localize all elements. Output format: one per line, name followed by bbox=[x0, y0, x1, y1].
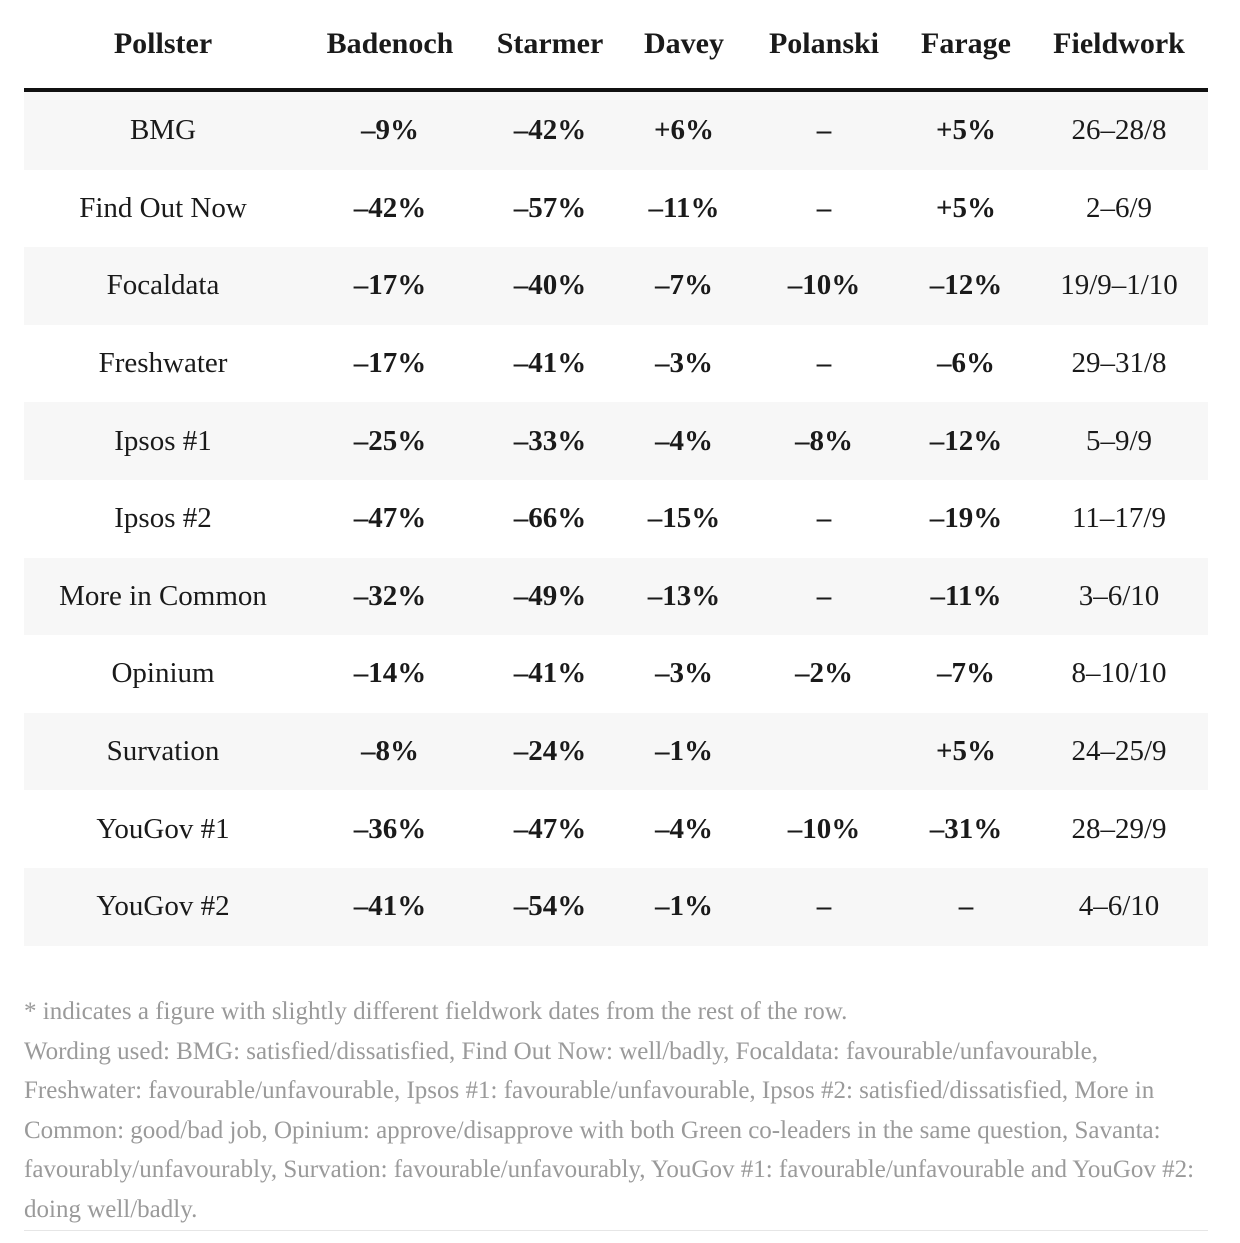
cell-starmer: –41% bbox=[513, 347, 587, 380]
header-starmer: Starmer bbox=[478, 0, 622, 90]
header-pollster: Pollster bbox=[24, 0, 302, 90]
cell-fieldwork: 19/9–1/10 bbox=[1030, 247, 1208, 325]
table-row bbox=[24, 247, 1208, 325]
table-row bbox=[24, 713, 1208, 791]
table-header-row bbox=[24, 0, 1208, 90]
cell-starmer: –47% bbox=[513, 812, 587, 845]
cell-badenoch: –9% bbox=[302, 90, 478, 170]
cell-starmer: –24% bbox=[478, 713, 622, 791]
table-row bbox=[24, 170, 1208, 248]
table-row bbox=[24, 558, 1208, 636]
cell-polanski: –8% bbox=[746, 402, 902, 480]
asterisk-note: * indicates a figure with slightly different fieldwork dates from the rest of the row. bbox=[24, 998, 848, 1025]
cell-badenoch: –42% bbox=[353, 191, 427, 224]
table-body bbox=[24, 90, 1208, 946]
cell-polanski bbox=[746, 713, 902, 791]
cell-pollster: Freshwater bbox=[98, 347, 228, 380]
header-farage: Farage bbox=[902, 0, 1030, 90]
cell-pollster: Survation bbox=[24, 713, 302, 791]
cell-pollster: YouGov #1 bbox=[96, 812, 230, 845]
cell-farage: +5% bbox=[902, 713, 1030, 791]
cell-davey: –4% bbox=[622, 402, 746, 480]
cell-farage: –7% bbox=[937, 657, 995, 690]
cell-badenoch: –17% bbox=[353, 347, 427, 380]
table-row bbox=[24, 402, 1208, 480]
cell-badenoch: –14% bbox=[353, 657, 427, 690]
cell-pollster: YouGov #2 bbox=[24, 868, 302, 946]
cell-fieldwork: 2–6/9 bbox=[1085, 191, 1153, 224]
cell-polanski: – bbox=[816, 191, 832, 224]
cell-pollster: Opinium bbox=[111, 657, 215, 690]
bottom-divider bbox=[24, 1230, 1208, 1231]
cell-polanski: – bbox=[746, 558, 902, 636]
cell-fieldwork: 5–9/9 bbox=[1030, 402, 1208, 480]
cell-davey: –7% bbox=[622, 247, 746, 325]
header-polanski: Polanski bbox=[746, 0, 902, 90]
cell-polanski: –2% bbox=[795, 657, 853, 690]
cell-pollster: Ipsos #2 bbox=[114, 502, 212, 535]
polling-table-container bbox=[24, 0, 1208, 946]
cell-farage: –31% bbox=[929, 812, 1003, 845]
cell-pollster: More in Common bbox=[24, 558, 302, 636]
cell-polanski: – bbox=[816, 502, 832, 535]
cell-fieldwork: 11–17/9 bbox=[1072, 502, 1166, 535]
cell-polanski: – bbox=[746, 868, 902, 946]
cell-badenoch: –47% bbox=[353, 502, 427, 535]
cell-fieldwork: 26–28/8 bbox=[1030, 90, 1208, 170]
cell-farage: +5% bbox=[935, 191, 997, 224]
cell-starmer: –40% bbox=[478, 247, 622, 325]
cell-davey: –15% bbox=[647, 502, 721, 535]
table-notes bbox=[24, 992, 1214, 1229]
cell-polanski: – bbox=[746, 90, 902, 170]
cell-badenoch: –41% bbox=[302, 868, 478, 946]
cell-farage: –12% bbox=[902, 247, 1030, 325]
table-row bbox=[24, 325, 1208, 403]
cell-fieldwork: 3–6/10 bbox=[1030, 558, 1208, 636]
cell-davey: +6% bbox=[622, 90, 746, 170]
leader-ratings-table bbox=[24, 0, 1208, 946]
cell-fieldwork: 4–6/10 bbox=[1030, 868, 1208, 946]
cell-badenoch: –32% bbox=[302, 558, 478, 636]
cell-starmer: –33% bbox=[478, 402, 622, 480]
table-row bbox=[24, 480, 1208, 558]
cell-fieldwork: 29–31/8 bbox=[1071, 347, 1167, 380]
cell-polanski: –10% bbox=[746, 247, 902, 325]
wording-note: Wording used: BMG: satisfied/dissatisfied, Find Out Now: well/badly, Focaldata: favourable/unfavourable, Freshwater: favourable/unfavourable, Ipsos #1: favourable/unfavourable, Ipsos #2: satisfied/dissatisfied, More in Common: good/bad job, Opinium: approve/disapprove with both Green co-leaders in the same question, Savanta: favourably/unfavourably, Survation: favourable/unfavourably, YouGov #1: favourable/unfavourable and YouGov #2: doing well/badly. bbox=[24, 1037, 1195, 1223]
cell-badenoch: –8% bbox=[302, 713, 478, 791]
cell-fieldwork: 8–10/10 bbox=[1071, 657, 1167, 690]
header-davey: Davey bbox=[622, 0, 746, 90]
cell-starmer: –41% bbox=[513, 657, 587, 690]
cell-davey: –13% bbox=[622, 558, 746, 636]
cell-farage: – bbox=[902, 868, 1030, 946]
cell-davey: –11% bbox=[648, 191, 720, 224]
cell-starmer: –54% bbox=[478, 868, 622, 946]
header-badenoch: Badenoch bbox=[302, 0, 478, 90]
cell-fieldwork: 24–25/9 bbox=[1030, 713, 1208, 791]
cell-farage: +5% bbox=[902, 90, 1030, 170]
cell-starmer: –49% bbox=[478, 558, 622, 636]
cell-starmer: –42% bbox=[478, 90, 622, 170]
header-fieldwork: Fieldwork bbox=[1030, 0, 1208, 90]
cell-farage: –19% bbox=[929, 502, 1003, 535]
cell-pollster: Focaldata bbox=[24, 247, 302, 325]
cell-pollster: Ipsos #1 bbox=[24, 402, 302, 480]
cell-polanski: –10% bbox=[787, 812, 861, 845]
table-row bbox=[24, 790, 1208, 868]
cell-polanski: – bbox=[816, 347, 832, 380]
cell-davey: –1% bbox=[622, 713, 746, 791]
cell-badenoch: –17% bbox=[302, 247, 478, 325]
cell-farage: –11% bbox=[902, 558, 1030, 636]
cell-fieldwork: 28–29/9 bbox=[1071, 812, 1167, 845]
table-row bbox=[24, 868, 1208, 946]
cell-davey: –4% bbox=[655, 812, 713, 845]
table-row bbox=[24, 90, 1208, 170]
cell-badenoch: –36% bbox=[353, 812, 427, 845]
cell-davey: –3% bbox=[655, 347, 713, 380]
cell-badenoch: –25% bbox=[302, 402, 478, 480]
cell-starmer: –57% bbox=[513, 191, 587, 224]
cell-pollster: Find Out Now bbox=[79, 191, 247, 224]
cell-pollster: BMG bbox=[24, 90, 302, 170]
cell-davey: –3% bbox=[655, 657, 713, 690]
cell-starmer: –66% bbox=[513, 502, 587, 535]
cell-davey: –1% bbox=[622, 868, 746, 946]
cell-farage: –12% bbox=[902, 402, 1030, 480]
cell-farage: –6% bbox=[937, 347, 995, 380]
table-row bbox=[24, 635, 1208, 713]
